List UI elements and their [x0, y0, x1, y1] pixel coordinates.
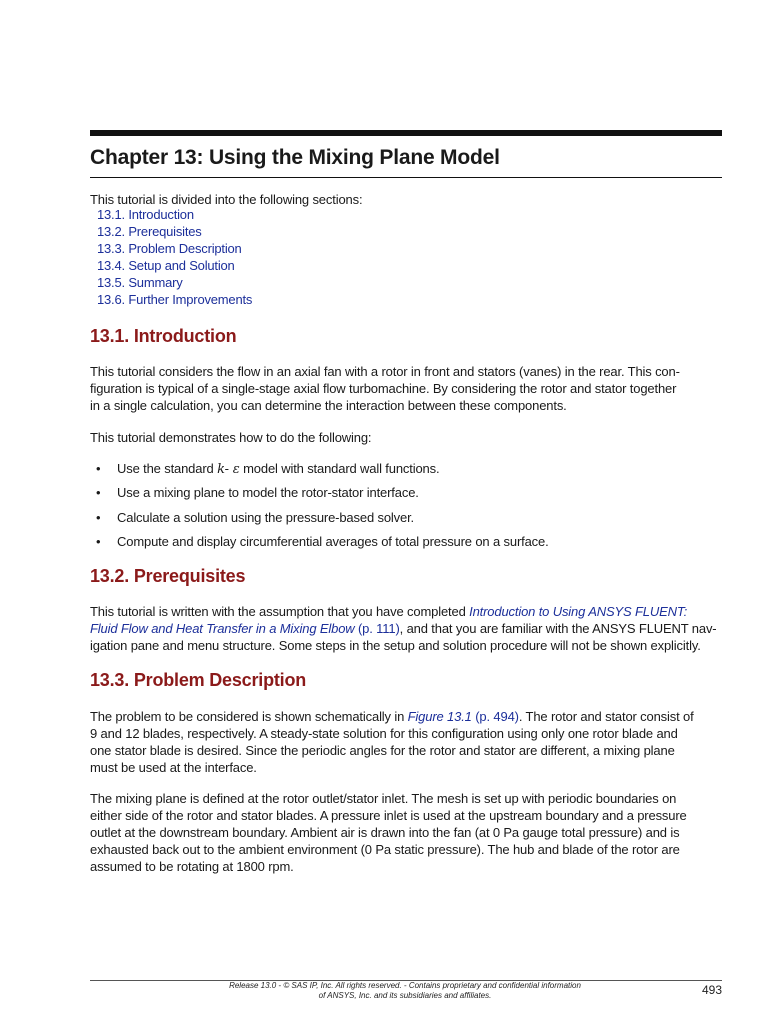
- footer-copyright: [205, 981, 605, 1001]
- text-line: figuration is typical of a single-stage axial flow turbomachine. By considering the rotor and stator together: [90, 381, 677, 396]
- text-line: exhausted back out to the ambient environment (0 Pa static pressure). The hub and blade of the rotor are: [90, 842, 680, 857]
- bullet-glyph: •: [96, 461, 101, 476]
- page-ref-link[interactable]: (p. 494): [471, 709, 519, 724]
- figure-ref-link[interactable]: Figure 13.1: [407, 709, 472, 724]
- introduction-paragraph: [90, 363, 752, 414]
- text-span: . The rotor and stator consist of: [518, 709, 694, 724]
- text-line: 9 and 12 blades, respectively. A steady-state solution for this configuration using only one rotor blade and: [90, 726, 678, 741]
- toc-intro: This tutorial is divided into the following sections:: [90, 192, 363, 207]
- text-span: , and that you are familiar with the ANSYS FLUENT nav-: [399, 621, 717, 636]
- text-span: Use the standard: [117, 461, 218, 476]
- list-item-text: Compute and display circumferential averages of total pressure on a surface.: [117, 534, 549, 549]
- text-line: [90, 620, 752, 637]
- text-span: This tutorial is written with the assumption that you have completed: [90, 604, 470, 619]
- text-line: assumed to be rotating at 1800 rpm.: [90, 859, 294, 874]
- text-span: The problem to be considered is shown schematically in: [90, 709, 408, 724]
- demonstrates-paragraph: This tutorial demonstrates how to do the following:: [90, 430, 372, 445]
- intro-tutorial-link[interactable]: Introduction to Using ANSYS FLUENT:: [469, 604, 688, 619]
- toc-link-further-improvements[interactable]: 13.6. Further Improvements: [97, 292, 253, 307]
- table-of-contents: [97, 206, 252, 308]
- footer-line: Release 13.0 - © SAS IP, Inc. All rights reserved. - Contains proprietary and confidential information: [229, 981, 581, 990]
- text-line: This tutorial considers the flow in an axial fan with a rotor in front and stators (vanes) in the rear. This con-: [90, 364, 680, 379]
- toc-link-summary[interactable]: 13.5. Summary: [97, 275, 183, 290]
- chapter-top-rule: [90, 130, 722, 136]
- page-number: 493: [701, 983, 722, 997]
- toc-link-prerequisites[interactable]: 13.2. Prerequisites: [97, 224, 202, 239]
- text-line: The mixing plane is defined at the rotor outlet/stator inlet. The mesh is set up with periodic boundaries on: [90, 791, 677, 806]
- text-line: must be used at the interface.: [90, 760, 257, 775]
- text-line: outlet at the downstream boundary. Ambient air is drawn into the fan (at 0 Pa gauge total pressure) and is: [90, 825, 680, 840]
- section-heading-problem-description: 13.3. Problem Description: [90, 670, 307, 690]
- text-line: either side of the rotor and stator blades. A pressure inlet is used at the upstream boundary and a pressure: [90, 808, 687, 823]
- problem-paragraph-1: [90, 708, 752, 776]
- text-span: model with standard wall functions.: [239, 461, 440, 476]
- footer-line: of ANSYS, Inc. and its subsidiaries and affiliates.: [318, 991, 492, 1000]
- section-heading-prerequisites: 13.2. Prerequisites: [90, 566, 246, 586]
- problem-paragraph-2: [90, 790, 752, 875]
- mixing-elbow-link[interactable]: Fluid Flow and Heat Transfer in a Mixing Elbow: [90, 621, 355, 636]
- list-item-text: Use a mixing plane to model the rotor-stator interface.: [117, 485, 419, 500]
- bullet-glyph: •: [96, 485, 101, 500]
- text-line: igation pane and menu structure. Some steps in the setup and solution procedure will not be shown explicitly.: [90, 638, 701, 653]
- math-k-epsilon: k- ε: [217, 462, 240, 477]
- section-heading-introduction: 13.1. Introduction: [90, 326, 237, 346]
- page-ref-link[interactable]: (p. 111): [354, 621, 400, 636]
- list-item-text: [117, 460, 439, 478]
- bullet-glyph: •: [96, 510, 101, 525]
- prerequisites-paragraph: [90, 603, 752, 654]
- bullet-glyph: •: [96, 534, 101, 549]
- toc-link-setup-and-solution[interactable]: 13.4. Setup and Solution: [97, 258, 235, 273]
- text-line: [90, 603, 752, 620]
- toc-link-problem-description[interactable]: 13.3. Problem Description: [97, 241, 242, 256]
- chapter-title: Chapter 13: Using the Mixing Plane Model: [90, 146, 500, 169]
- text-line: [90, 708, 752, 725]
- chapter-title-rule: [90, 177, 722, 178]
- text-line: one stator blade is desired. Since the periodic angles for the rotor and stator are different, a mixing plane: [90, 743, 675, 758]
- text-line: in a single calculation, you can determine the interaction between these components.: [90, 398, 567, 413]
- list-item-text: Calculate a solution using the pressure-based solver.: [117, 510, 415, 525]
- toc-link-introduction[interactable]: 13.1. Introduction: [97, 207, 194, 222]
